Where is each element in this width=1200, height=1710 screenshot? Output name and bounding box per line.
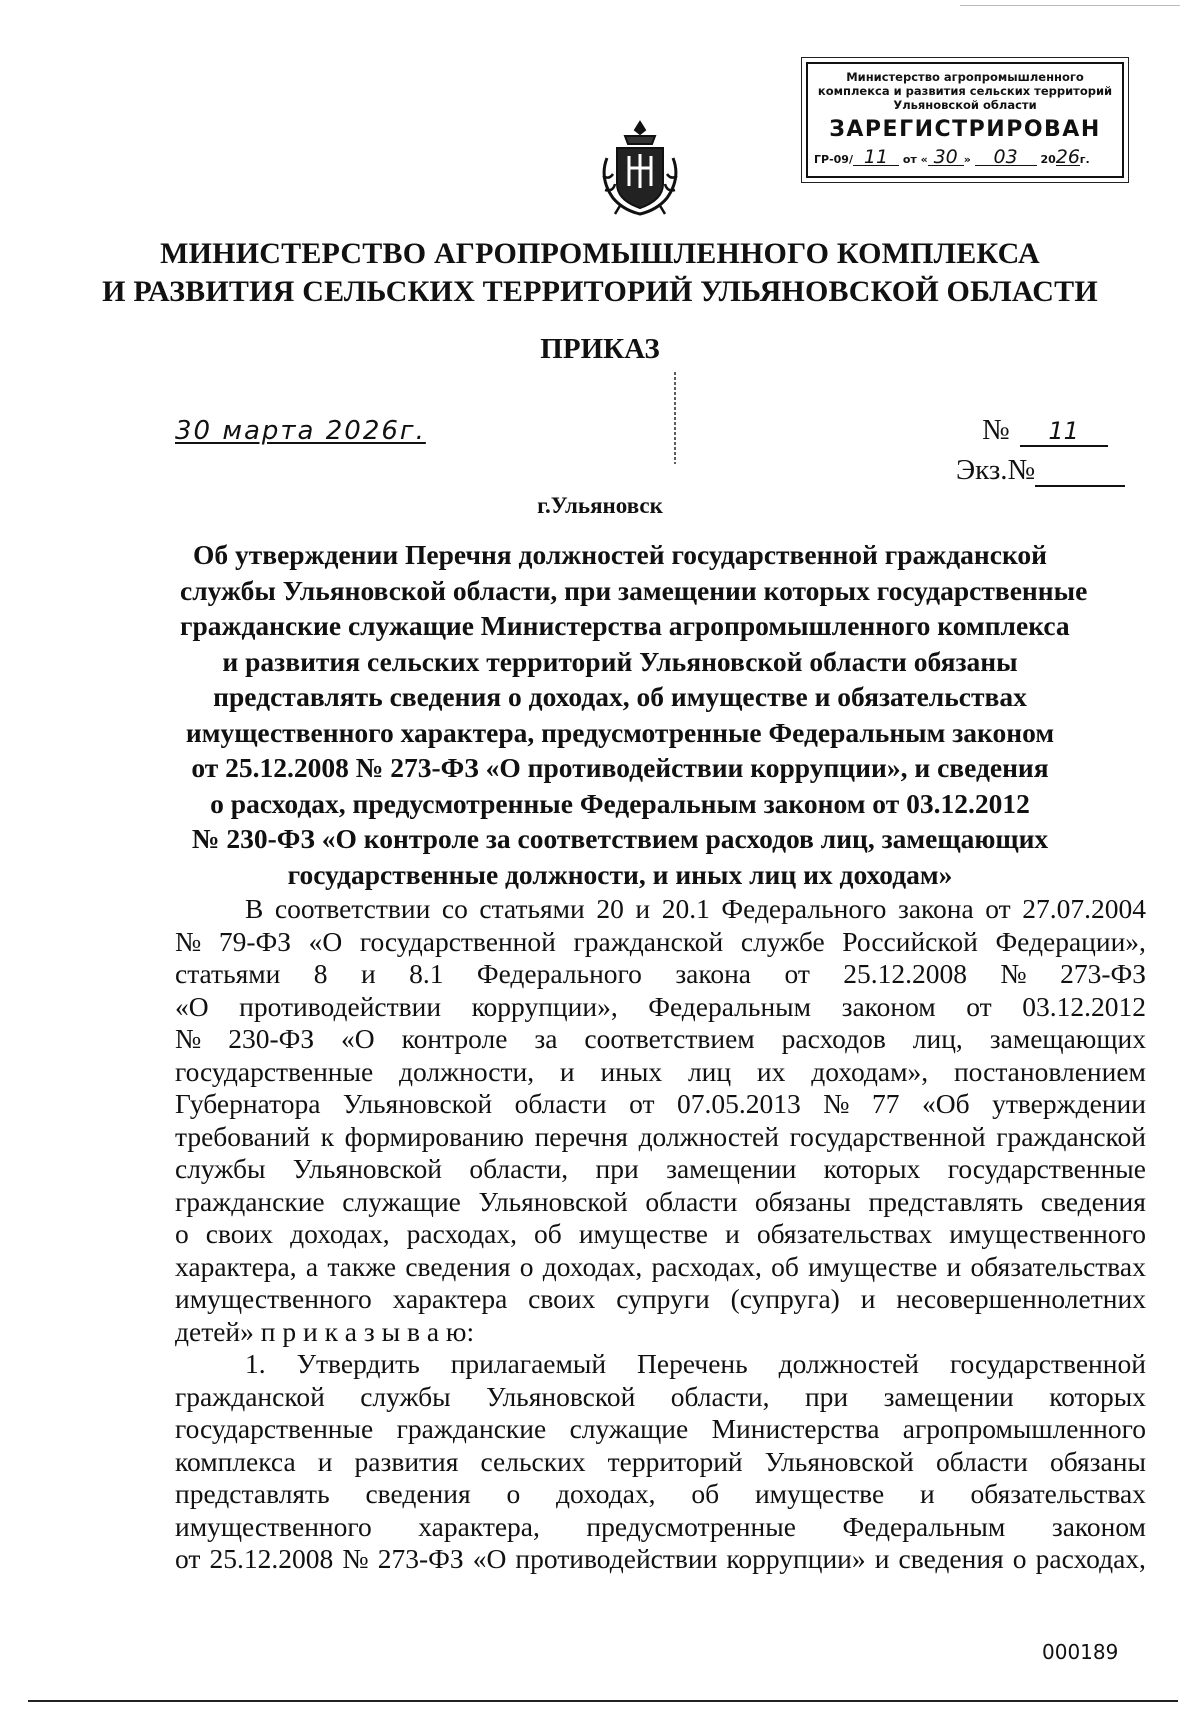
body-word: за: [534, 1023, 558, 1054]
body-word: области: [645, 1185, 738, 1217]
body-line: [175, 1186, 1146, 1219]
body-word: гражданские: [175, 1185, 325, 1217]
body-word: своих: [528, 1283, 596, 1314]
body-word: Утвердить: [296, 1348, 420, 1379]
document-type: ПРИКАЗ: [540, 333, 660, 365]
body-word: лиц: [687, 1055, 732, 1087]
body-word: прилагаемый: [450, 1348, 607, 1379]
body-word: замещении: [883, 1380, 1014, 1412]
body-word: и: [920, 1478, 935, 1509]
title-line: представлять сведения о доходах, об имуществе и обязательствах: [213, 681, 1027, 712]
body-word: области,: [670, 1380, 770, 1412]
body-word: доходах,: [542, 1250, 643, 1282]
stamp-from-label: от «: [902, 153, 928, 166]
body-word: 07.05.2013: [676, 1088, 801, 1119]
body-word: должности,: [399, 1055, 535, 1087]
body-word: со: [441, 893, 468, 924]
copy-blank: [1035, 459, 1125, 487]
stamp-reg-number: 11: [853, 149, 899, 166]
body-word: о: [175, 1218, 189, 1249]
stamp-reg-prefix: ГР-09/: [814, 153, 853, 166]
body-line: [175, 958, 1146, 991]
page-number: 000189: [1042, 1640, 1119, 1664]
body-word: Перечень: [637, 1348, 748, 1379]
body-word: и: [559, 1055, 575, 1087]
body-word: Федерального: [476, 958, 642, 989]
body-word: которых: [823, 1153, 921, 1184]
body-word: сведения: [898, 1543, 1004, 1574]
body-word: доходам»,: [811, 1055, 929, 1087]
body-word: сведения: [405, 1250, 511, 1282]
body-word: перечня: [534, 1120, 628, 1152]
body-word: Федеральным: [842, 1510, 1006, 1542]
stamp-registered: ЗАРЕГИСТРИРОВАН: [829, 117, 1101, 142]
body-word: постановлением: [953, 1055, 1146, 1087]
body-word: сведения: [1040, 1185, 1146, 1217]
body-word: агропромышленного: [902, 1413, 1146, 1444]
body-word: и: [725, 1218, 740, 1249]
body-word: 25.12.2008: [209, 1543, 334, 1574]
number-label: №: [982, 414, 1010, 446]
body-word: о: [1012, 1543, 1027, 1574]
body-word: государственной: [949, 1348, 1146, 1379]
body-word: утверждении: [992, 1088, 1146, 1119]
body-line: [175, 991, 1146, 1024]
title-line: государственные должности, и иных лиц их доходам»: [287, 858, 953, 890]
body-word: об: [691, 1478, 720, 1509]
body-word: службы: [175, 1153, 266, 1184]
body-word: государственной: [789, 1120, 986, 1152]
registration-stamp: [806, 62, 1124, 178]
body-word: «О: [175, 990, 209, 1022]
copy-label: Экз.№: [956, 454, 1036, 486]
body-word: противодействии: [515, 1543, 718, 1574]
body-word: характера,: [418, 1510, 540, 1542]
body-word: закона: [897, 893, 974, 924]
stamp-year-prefix: 20: [1040, 153, 1056, 166]
stamp-year: 26: [1055, 146, 1080, 168]
body-line: [175, 1348, 1146, 1381]
body-word: гражданские: [396, 1413, 547, 1444]
body-word: №: [342, 1543, 369, 1574]
body-line: [175, 1121, 1146, 1154]
body-word: 27.07.2004: [1022, 893, 1146, 924]
stamp-line-2: комплекса и развития сельских территорий: [817, 84, 1113, 98]
body-line: [175, 1251, 1146, 1284]
body-word: и: [874, 1543, 890, 1574]
body-word: служащие: [569, 1413, 689, 1444]
body-word: коррупции»: [726, 1543, 866, 1574]
title-line: имущественного характера, предусмотренные Федеральным законом: [185, 716, 1055, 748]
body-word: гражданской: [573, 925, 724, 957]
body-word: гражданской: [175, 1380, 325, 1412]
body-word: 273-ФЗ: [1060, 958, 1146, 989]
body-word: №: [1000, 958, 1027, 989]
body-word: №: [175, 1023, 202, 1054]
body-word: территорий: [607, 1445, 743, 1477]
body-word: а: [305, 1250, 319, 1282]
body-word: 20.1: [661, 893, 710, 924]
body-word: законом: [1051, 1510, 1146, 1542]
body-line: [175, 1478, 1146, 1511]
stamp-month: 03: [975, 149, 1037, 166]
body-word: которых: [1049, 1380, 1146, 1412]
title-line: № 230-ФЗ «О контроле за соответствием расходов лиц, замещающих: [191, 823, 1049, 854]
title-line: службы Ульяновской области, при замещении которых государственные: [180, 574, 1088, 606]
body-word: доходах,: [556, 1478, 656, 1509]
body-word: о: [506, 1478, 521, 1509]
body-word: государственные: [175, 1055, 374, 1087]
ministry-name: [0, 235, 1200, 311]
body-line: [175, 1088, 1146, 1121]
body-line: [175, 926, 1146, 959]
body-word: соответствием: [584, 1023, 755, 1054]
body-word: Ульяновской: [342, 1088, 493, 1119]
body-word: имущественного: [175, 1283, 372, 1314]
body-word: от: [175, 1543, 201, 1574]
body-word: обязательствах: [970, 1478, 1146, 1509]
body-word: требований: [175, 1120, 311, 1152]
scan-bottom-line: [28, 1700, 1178, 1702]
title-line: Об утверждении Перечня должностей государственной гражданской: [192, 539, 1048, 570]
title-line: и развития сельских территорий Ульяновской области обязаны: [222, 645, 1018, 677]
body-word: и: [360, 958, 376, 989]
body-word: статьями: [479, 893, 585, 924]
body-word: законом: [841, 990, 936, 1022]
body-word: также: [327, 1250, 397, 1282]
body-word: расходах,: [651, 1250, 762, 1282]
stamp-year-suffix: г.: [1079, 153, 1090, 166]
body-word: области,: [469, 1153, 569, 1184]
body-word: закона: [675, 958, 752, 989]
body-word: их: [756, 1055, 786, 1087]
body-word: при: [595, 1153, 639, 1184]
title-line: гражданские служащие Министерства агропромышленного комплекса: [180, 610, 1070, 641]
order-title: [180, 537, 1088, 892]
body-word: расходах,: [1035, 1543, 1146, 1574]
body-word: обязаны: [1049, 1445, 1146, 1477]
body-word: от: [985, 893, 1011, 924]
body-word: Российской: [842, 925, 978, 957]
body-word: сведения: [365, 1478, 471, 1509]
body-word: области: [935, 1445, 1028, 1477]
body-line: [175, 1218, 1146, 1251]
body-line: [175, 1446, 1146, 1479]
body-word: от: [966, 990, 992, 1022]
body-line: [175, 893, 1146, 926]
body-word: обязаны: [754, 1185, 851, 1217]
body-word: службе: [740, 925, 825, 957]
body-word: об: [534, 1218, 562, 1249]
stamp-reg-details: [808, 146, 1122, 168]
body-word: от: [629, 1088, 655, 1119]
body-word: «Об: [921, 1088, 970, 1119]
body-word: и: [635, 893, 651, 924]
body-word: имуществе: [578, 1218, 709, 1249]
body-word: Федерального: [721, 893, 887, 924]
body-word: имуществе: [754, 1478, 885, 1509]
body-word: 20: [596, 893, 624, 924]
body-word: и: [860, 1283, 876, 1314]
copy-number: [956, 454, 1125, 487]
order-number: [982, 414, 1108, 447]
body-word: государственной: [359, 925, 556, 957]
body-line: [175, 1543, 1146, 1576]
body-word: 8: [313, 958, 328, 989]
body-word: 273-ФЗ: [377, 1543, 464, 1574]
body-word: о: [519, 1250, 534, 1282]
body-word: имуществе: [808, 1250, 938, 1282]
body-word: Ульяновской: [292, 1153, 443, 1184]
body-word: своих: [205, 1218, 274, 1249]
scan-artifact-mark: [674, 372, 676, 464]
body-word: сельских: [480, 1445, 586, 1477]
stamp-day: 30: [928, 149, 964, 166]
coat-of-arms-icon: [595, 118, 685, 218]
body-word: супруги: [616, 1283, 710, 1314]
body-word: «О: [308, 925, 343, 957]
body-word: служащие: [342, 1185, 461, 1217]
body-word: об: [771, 1250, 799, 1282]
body-word: 230-ФЗ: [228, 1023, 315, 1054]
stamp-close-quote: »: [963, 153, 971, 166]
body-word: В: [245, 893, 264, 924]
body-word: государственные: [175, 1413, 374, 1444]
scan-edge-line: [960, 5, 1180, 6]
body-word: обязательствах: [970, 1250, 1146, 1282]
stamp-line-3: Ульяновской области: [893, 98, 1037, 112]
order-body: [175, 893, 1146, 1576]
body-word: расходах,: [406, 1218, 517, 1249]
body-word: к: [320, 1120, 335, 1152]
body-line: [175, 1413, 1146, 1446]
body-word: имущественного: [949, 1218, 1146, 1249]
body-word: 8.1: [409, 958, 444, 989]
body-word: несовершеннолетних: [896, 1283, 1146, 1314]
body-word: доходах,: [290, 1218, 390, 1249]
body-word: расходов: [781, 1023, 886, 1054]
body-word: «О: [472, 1543, 507, 1574]
body-word: представлять: [175, 1478, 330, 1509]
body-word: соответствии: [274, 893, 431, 924]
number-value: 11: [1020, 417, 1108, 447]
body-word: представлять: [868, 1185, 1024, 1217]
body-word: 77: [871, 1088, 900, 1119]
body-word: Федеральным: [648, 990, 812, 1022]
body-word: и: [317, 1445, 333, 1477]
body-word: 03.12.2012: [1022, 990, 1146, 1022]
body-word: №: [823, 1088, 850, 1119]
body-word: «О: [341, 1023, 375, 1054]
body-word: гражданской: [996, 1120, 1146, 1152]
body-line: [175, 1283, 1146, 1316]
body-word: должностей: [638, 1120, 779, 1152]
stamp-line-1: Министерство агропромышленного: [846, 70, 1084, 84]
title-line: о расходах, предусмотренные Федеральным законом от 03.12.2012: [210, 787, 1030, 819]
body-word: Ульяновской: [478, 1185, 628, 1217]
ministry-line-1: МИНИСТЕРСТВО АГРОПРОМЫШЛЕННОГО КОМПЛЕКСА: [160, 237, 1040, 270]
body-word: замещающих: [989, 1023, 1146, 1054]
body-word: обязательствах: [756, 1218, 933, 1249]
body-word: 79-ФЗ: [218, 925, 292, 957]
body-word: имущественного: [175, 1510, 372, 1542]
body-word: характера,: [175, 1250, 297, 1282]
body-word: Федерации»,: [995, 925, 1146, 957]
body-word: и: [946, 1250, 962, 1282]
city: г.Ульяновск: [537, 493, 663, 518]
body-word: предусмотренные: [586, 1510, 796, 1542]
body-word: должностей: [778, 1348, 920, 1379]
body-line: [175, 1381, 1146, 1414]
body-word: контроле: [401, 1023, 508, 1054]
body-word: коррупции»,: [471, 990, 618, 1022]
body-word: статьями: [175, 958, 281, 989]
body-word: противодействии: [239, 990, 442, 1022]
handwritten-date: 30 марта 2026г.: [175, 416, 426, 446]
body-word: замещении: [666, 1153, 797, 1184]
body-word: лиц,: [912, 1023, 963, 1054]
body-word: комплекса: [175, 1445, 296, 1477]
body-line: [175, 1153, 1146, 1186]
body-word: службы: [360, 1380, 451, 1412]
body-word: Министерства: [711, 1413, 880, 1444]
ministry-line-2: И РАЗВИТИЯ СЕЛЬСКИХ ТЕРРИТОРИЙ УЛЬЯНОВСКОЙ ОБЛАСТИ: [102, 275, 1098, 308]
body-line: [175, 1023, 1146, 1056]
body-line: [175, 1316, 1146, 1349]
body-word: Ульяновской: [764, 1445, 914, 1477]
body-line: [175, 1056, 1146, 1089]
body-word: области: [514, 1088, 607, 1119]
body-word: государственные: [947, 1153, 1146, 1184]
body-word: 25.12.2008: [843, 958, 967, 989]
body-line-text: детей» п р и к а з ы в а ю:: [175, 1315, 475, 1347]
body-word: Губернатора: [175, 1088, 321, 1119]
body-word: от: [784, 958, 810, 989]
body-word: (супруга): [730, 1283, 840, 1314]
body-line: [175, 1511, 1146, 1544]
body-word: характера: [392, 1283, 508, 1314]
title-line: от 25.12.2008 № 273-ФЗ «О противодействии коррупции», и сведения: [191, 752, 1049, 783]
body-word: при: [804, 1380, 849, 1412]
body-word: Ульяновской: [486, 1380, 636, 1412]
body-word: 1.: [245, 1348, 266, 1379]
body-word: развития: [354, 1445, 459, 1477]
body-word: №: [175, 925, 202, 957]
body-word: формированию: [344, 1120, 524, 1152]
body-word: иных: [600, 1055, 663, 1087]
